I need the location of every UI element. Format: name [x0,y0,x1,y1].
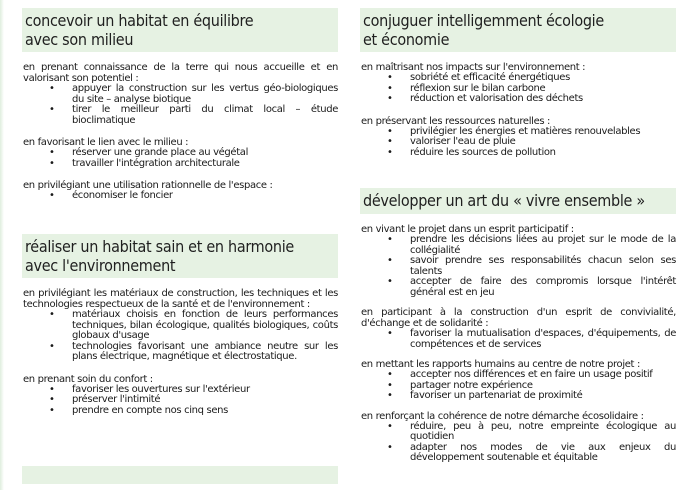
bullet-icon: • [387,82,393,94]
bullet-icon: • [49,147,55,158]
list-item: • réflexion sur le bilan carbone [387,82,546,94]
bullet-list [360,422,676,464]
group-intro: en renforçant la cohérence de notre démarche écosolidaire : [361,410,644,422]
list-item: • accepter nos différences et en faire un usage positif [387,369,653,380]
bullet-icon: • [387,276,393,287]
section-title-line1: conjuguer intelligemment écologie [363,11,604,30]
list-item: • valoriser l'eau de pluie [387,136,516,147]
list-item: • adapter nos modes de vie aux enjeux du développement soutenable et équitable [387,441,676,463]
bullet-list [22,385,338,417]
section-title-band [22,234,338,278]
list-item: • travailler l'intégration architecturale [49,157,240,169]
bullet-icon: • [387,93,393,104]
list-item: • sobriété et efficacité énergétiques [387,72,570,83]
bullet-list [360,370,676,402]
list-item: • tirer le meilleur parti du climat local – étude bioclimatique [49,104,338,126]
list-item: • appuyer la construction sur les vertus géo-biologiques du site – analyse biotique [49,83,338,105]
list-item: • préserver l'intimité [49,394,161,405]
bullet-icon: • [49,340,55,352]
bullet-icon: • [387,441,393,453]
bullet-list [22,84,338,126]
bullet-icon: • [387,136,393,147]
list-item: • favoriser un partenariat de proximité [387,390,583,401]
bullet-list [22,310,338,363]
bullet-icon: • [387,146,393,158]
group-intro: en maîtrisant nos impacts sur l'environnement : [361,62,586,73]
footer-band [22,466,338,484]
bullet-icon: • [49,157,55,169]
group-intro: en mettant les rapports humains au centre de notre projet : [361,359,640,370]
group-intro: en prenant soin du confort : [23,373,153,385]
list-item: • prendre les décisions liées au projet sur le mode de la collégialité [387,234,676,256]
bullet-list [22,191,338,202]
group-intro: en favorisant le lien avec le milieu : [23,137,189,148]
bullet-icon: • [387,369,393,380]
group-intro: en privilégiant une utilisation rationnelle de l'espace : [23,180,273,191]
bullet-list [360,235,676,298]
left-column [22,0,338,490]
list-item: • réduire, peu à peu, notre empreinte écologique au quotidien [387,420,676,442]
group-intro: en prenant connaissance de la terre qui nous accueille et en valorisant son potentiel : [23,62,338,84]
list-item: • économiser le foncier [49,190,173,201]
right-column [360,0,676,490]
bullet-icon: • [387,390,393,401]
section-title-line1: développer un art du « vivre ensemble » [363,191,645,210]
page-edge-shade [0,0,4,490]
list-item: • privilégier les énergies et matières renouvelables [387,125,641,137]
group-intro: en vivant le projet dans un esprit participatif : [361,224,574,235]
list-item: • réserver une grande place au végétal [49,147,249,158]
list-item: • réduire les sources de pollution [387,146,556,158]
list-item: • accepter de faire des compromis lorsque l'intérêt général est en jeu [387,276,676,298]
list-item: • savoir prendre ses responsabilités chacun selon ses talents [387,255,676,277]
section-title-line2: avec l'environnement [25,256,176,275]
bullet-icon: • [387,328,393,339]
bullet-icon: • [49,190,55,201]
bullet-icon: • [387,125,393,137]
section-title-line1: concevoir un habitat en équilibre [25,11,254,30]
bullet-icon: • [387,379,393,391]
bullet-icon: • [49,104,55,115]
group-intro: en participant à la construction d'un esprit de convivialité, d'échange et de solidarité : [361,307,676,329]
section-title-band [360,8,676,52]
bullet-list [360,329,676,350]
list-item: • favoriser la mutualisation d'espaces, d'équipements, de compétences et de services [387,328,676,350]
bullet-icon: • [387,255,393,266]
section-vivre-ensemble [360,188,676,464]
list-item: • matériaux choisis en fonction de leurs performances techniques, bilan écologique, qualités biologiques, coûts globaux d'usage [49,309,338,341]
bullet-icon: • [387,420,393,432]
list-item: • technologies favorisant une ambiance neutre sur les plans électrique, magnétique et électrostatique. [49,340,338,362]
section-ecologie-economie [360,8,676,158]
bullet-icon: • [49,83,55,94]
section-habitat-equilibre [22,8,338,202]
bullet-icon: • [387,234,393,245]
section-habitat-sain [22,234,338,416]
bullet-icon: • [49,394,55,405]
group-intro: en privilégiant les matériaux de construction, les techniques et les technologies respectueux de la santé et de l'environnement : [23,288,338,310]
bullet-list [360,73,676,105]
group-intro: en préservant les ressources naturelles : [361,115,551,127]
bullet-list [22,148,338,169]
section-title-line2: et économie [363,30,450,49]
section-title-line1: réaliser un habitat sain et en harmonie [25,237,294,256]
bullet-icon: • [49,309,55,320]
list-item: • réduction et valorisation des déchets [387,93,583,104]
list-item: • favoriser les ouvertures sur l'extérieur [49,383,250,395]
section-title-band [22,8,338,52]
list-item: • partager notre expérience [387,379,533,391]
list-item: • prendre en compte nos cinq sens [49,404,228,416]
bullet-list [360,127,676,159]
section-title-band [360,188,676,214]
bullet-icon: • [49,404,55,416]
bullet-icon: • [387,72,393,83]
section-title-line2: avec son milieu [25,30,134,49]
bullet-icon: • [49,383,55,395]
